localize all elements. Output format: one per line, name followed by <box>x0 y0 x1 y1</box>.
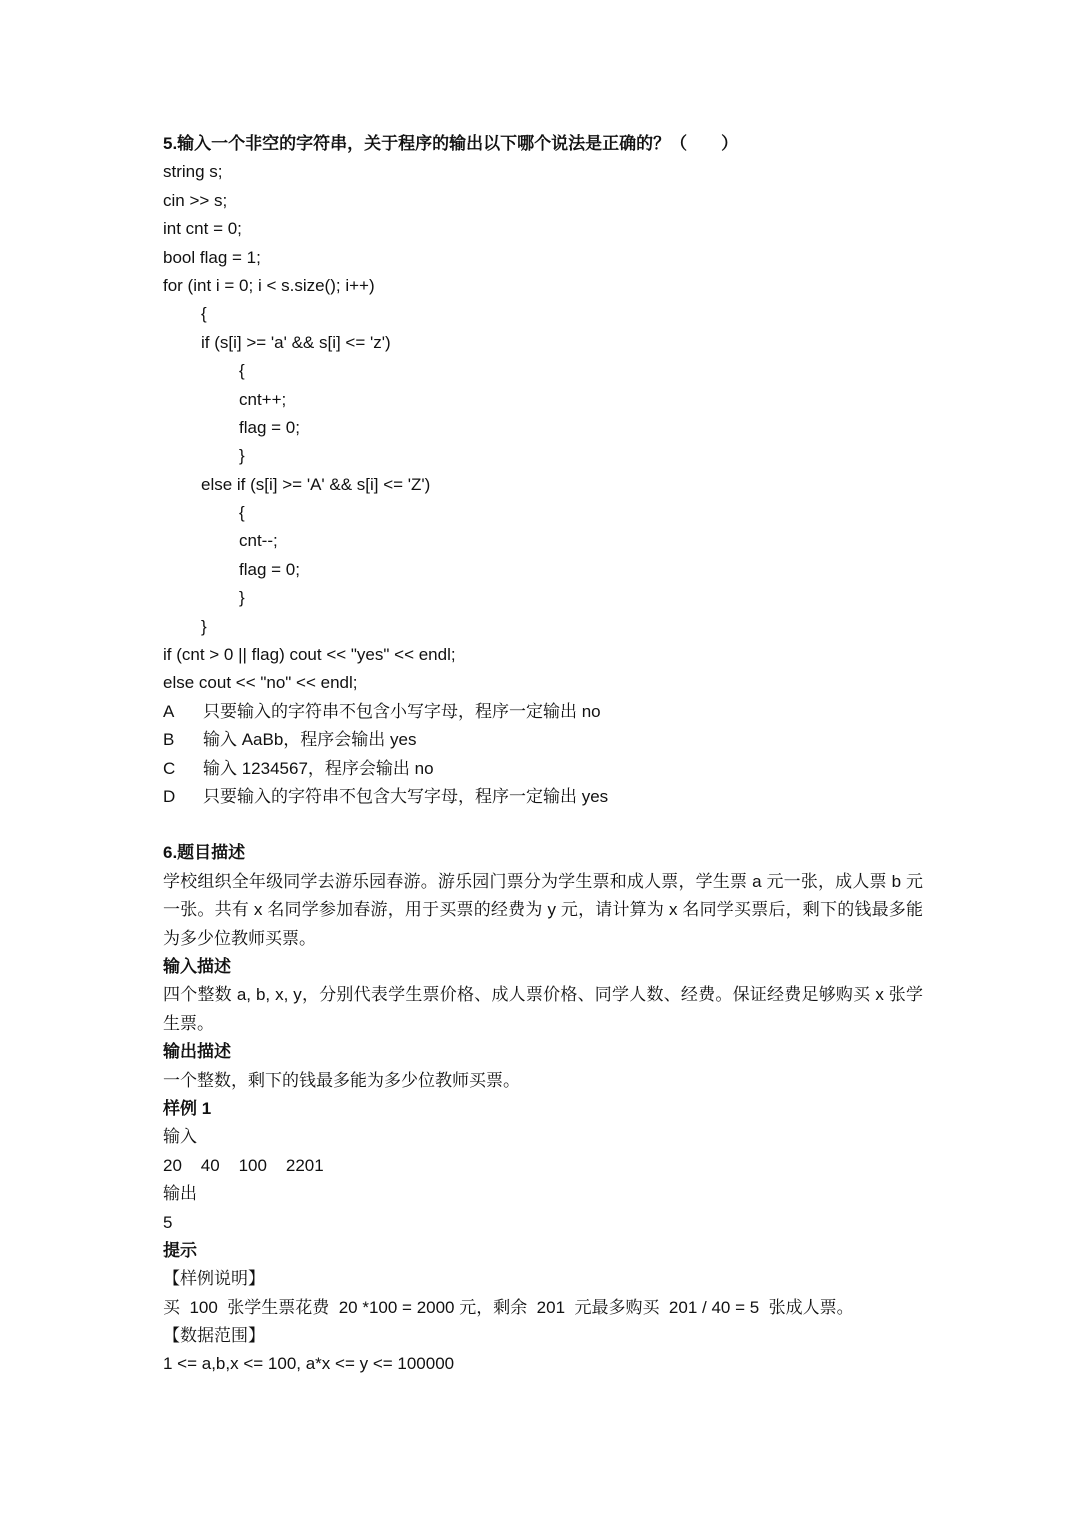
sample-output-label: 输出 <box>163 1184 197 1204</box>
option-b <box>163 726 923 754</box>
option-text: 只要输入的字符串不包含小写字母，程序一定输出 no <box>203 701 601 721</box>
option-d <box>163 783 923 811</box>
option-c <box>163 755 923 783</box>
sample-input-label: 输入 <box>163 1127 197 1147</box>
input-description: 四个整数 a, b, x, y，分别代表学生票价格、成人票价格、同学人数、经费。保证经费足够购买 x 张学生票。 <box>163 985 923 1033</box>
code-line: else cout << "no" << endl; <box>163 673 358 693</box>
code-line: cin >> s; <box>163 190 228 210</box>
option-text: 输入 1234567，程序会输出 no <box>203 758 434 778</box>
code-line: flag = 0; <box>239 559 300 579</box>
code-line: } <box>239 588 245 608</box>
answer-options <box>163 698 923 812</box>
code-line: cnt--; <box>239 531 278 551</box>
code-line: if (s[i] >= 'a' && s[i] <= 'z') <box>201 332 391 352</box>
code-line: { <box>239 503 245 523</box>
option-letter: C <box>163 758 176 778</box>
hint-heading: 提示 <box>163 1240 197 1260</box>
option-text: 只要输入的字符串不包含大写字母，程序一定输出 yes <box>203 786 609 806</box>
code-line: flag = 0; <box>239 417 300 437</box>
code-line: else if (s[i] >= 'A' && s[i] <= 'Z') <box>201 474 431 494</box>
range-heading: 【数据范围】 <box>163 1326 265 1346</box>
code-line: int cnt = 0; <box>163 219 242 239</box>
data-range: 1 <= a,b,x <= 100, a*x <= y <= 100000 <box>163 1354 455 1374</box>
sample-explain-heading: 【样例说明】 <box>163 1269 265 1289</box>
section-spacer <box>163 811 923 839</box>
sample-explain: 买 100 张学生票花费 20 *100 = 2000 元，剩余 201 元最多购买 201 / 40 = 5 张成人票。 <box>163 1297 854 1317</box>
question-5-title: 5.输入一个非空的字符串，关于程序的输出以下哪个说法是正确的？（ ） <box>163 134 739 153</box>
code-line: } <box>201 616 207 636</box>
option-a <box>163 698 923 726</box>
input-heading: 输入描述 <box>163 956 231 976</box>
code-line: cnt++; <box>239 389 287 409</box>
option-text: 输入 AaBb，程序会输出 yes <box>203 730 417 750</box>
code-line: } <box>239 446 245 466</box>
output-description: 一个整数，剩下的钱最多能为多少位教师买票。 <box>163 1070 520 1090</box>
code-line: bool flag = 1; <box>163 247 261 267</box>
document-page <box>163 130 923 1379</box>
sample-output: 5 <box>163 1212 173 1232</box>
option-letter: A <box>163 701 175 721</box>
option-letter: B <box>163 730 175 750</box>
code-line: { <box>239 361 245 381</box>
code-block <box>163 158 923 697</box>
option-letter: D <box>163 786 176 806</box>
code-line: { <box>201 304 207 324</box>
question-6-title: 6.题目描述 <box>163 843 246 863</box>
sample-heading: 样例 1 <box>163 1098 212 1118</box>
code-line: string s; <box>163 162 223 182</box>
output-heading: 输出描述 <box>163 1042 231 1062</box>
sample-input: 20 40 100 2201 <box>163 1155 324 1175</box>
code-line: if (cnt > 0 || flag) cout << "yes" << endl; <box>163 645 456 665</box>
problem-description: 学校组织全年级同学去游乐园春游。游乐园门票分为学生票和成人票，学生票 a 元一张，成人票 b 元一张。共有 x 名同学参加春游，用于买票的经费为 y 元，请计算为 x 名同学买票后，剩下的钱最多能为多少位教师买票。 <box>163 871 923 948</box>
code-line: for (int i = 0; i < s.size(); i++) <box>163 275 375 295</box>
